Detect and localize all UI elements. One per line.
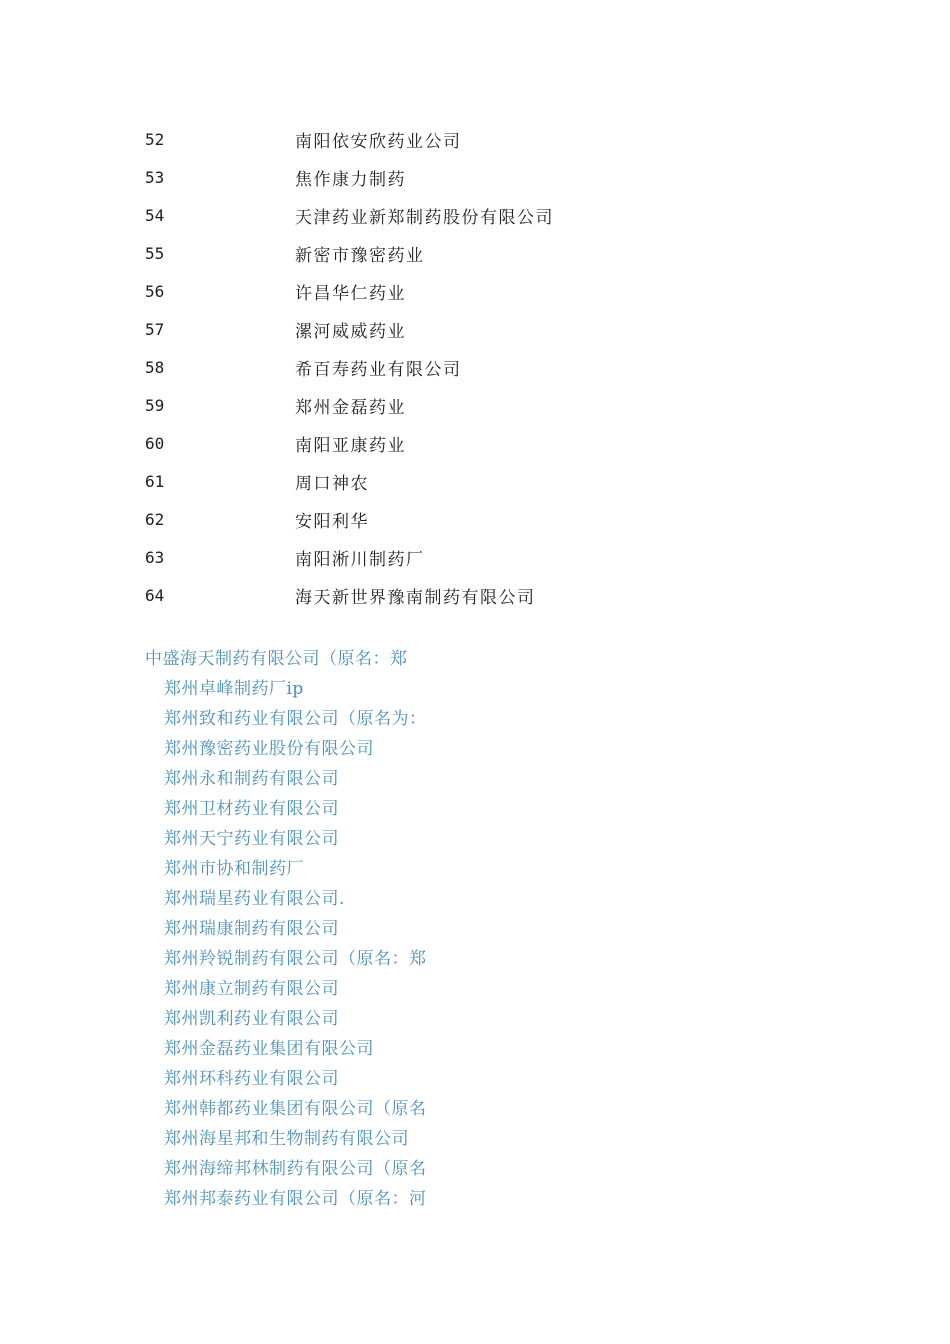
row-number: 59 — [145, 395, 165, 415]
company-row — [145, 386, 554, 424]
company-link[interactable]: 郑州卓峰制药厂ip — [164, 679, 304, 699]
company-link[interactable]: 郑州海星邦和生物制药有限公司 — [164, 1129, 409, 1149]
company-row — [145, 158, 554, 196]
company-link[interactable]: 郑州羚锐制药有限公司（原名：郑 — [164, 949, 427, 969]
company-link[interactable]: 郑州康立制药有限公司 — [164, 979, 339, 999]
row-number: 60 — [145, 433, 165, 453]
company-name: 天津药业新郑制药股份有限公司 — [295, 207, 554, 228]
row-number: 52 — [145, 129, 165, 149]
company-name: 南阳亚康药业 — [295, 435, 406, 456]
company-row — [145, 272, 554, 310]
row-number: 62 — [145, 509, 165, 529]
company-name: 许昌华仁药业 — [295, 283, 406, 304]
company-row — [145, 538, 554, 576]
company-name: 安阳利华 — [295, 511, 369, 532]
company-name: 海天新世界豫南制药有限公司 — [295, 587, 536, 608]
company-link[interactable]: 郑州环科药业有限公司 — [164, 1069, 339, 1089]
company-link[interactable]: 郑州天宁药业有限公司 — [164, 829, 339, 849]
company-name: 周口神农 — [295, 473, 369, 494]
row-number: 64 — [145, 585, 165, 605]
company-row — [145, 120, 554, 158]
company-row — [145, 462, 554, 500]
company-link[interactable]: 郑州海缔邦林制药有限公司（原名 — [164, 1159, 427, 1179]
row-number: 55 — [145, 243, 165, 263]
company-row — [145, 310, 554, 348]
company-link[interactable]: 郑州瑞康制药有限公司 — [164, 919, 339, 939]
company-link[interactable]: 郑州凯利药业有限公司 — [164, 1009, 339, 1029]
row-number: 57 — [145, 319, 165, 339]
company-name: 焦作康力制药 — [295, 169, 406, 190]
company-row — [145, 500, 554, 538]
company-link[interactable]: 中盛海天制药有限公司（原名：郑 — [145, 649, 408, 669]
company-name: 漯河威威药业 — [295, 321, 406, 342]
company-name: 南阳依安欣药业公司 — [295, 131, 462, 152]
company-link[interactable]: 郑州瑞星药业有限公司. — [164, 889, 345, 909]
company-link[interactable]: 郑州致和药业有限公司（原名为： — [164, 709, 427, 729]
company-row — [145, 234, 554, 272]
company-link[interactable]: 郑州永和制药有限公司 — [164, 769, 339, 789]
company-row — [145, 424, 554, 462]
company-name: 郑州金磊药业 — [295, 397, 406, 418]
company-link[interactable]: 郑州豫密药业股份有限公司 — [164, 739, 374, 759]
company-name: 希百寿药业有限公司 — [295, 359, 462, 380]
company-link[interactable]: 郑州市协和制药厂 — [164, 859, 304, 879]
row-number: 54 — [145, 205, 165, 225]
row-number: 58 — [145, 357, 165, 377]
row-number: 63 — [145, 547, 165, 567]
company-link-list — [145, 644, 427, 1214]
company-link[interactable]: 郑州金磊药业集团有限公司 — [164, 1039, 374, 1059]
company-row — [145, 576, 554, 614]
company-link[interactable]: 郑州卫材药业有限公司 — [164, 799, 339, 819]
company-link[interactable]: 郑州邦泰药业有限公司（原名：河 — [164, 1189, 427, 1209]
row-number: 53 — [145, 167, 165, 187]
company-row — [145, 348, 554, 386]
company-numbered-list — [145, 120, 554, 614]
company-link[interactable]: 郑州韩都药业集团有限公司（原名 — [164, 1099, 427, 1119]
company-name: 南阳淅川制药厂 — [295, 549, 425, 570]
company-row — [145, 196, 554, 234]
row-number: 61 — [145, 471, 165, 491]
row-number: 56 — [145, 281, 165, 301]
company-name: 新密市豫密药业 — [295, 245, 425, 266]
